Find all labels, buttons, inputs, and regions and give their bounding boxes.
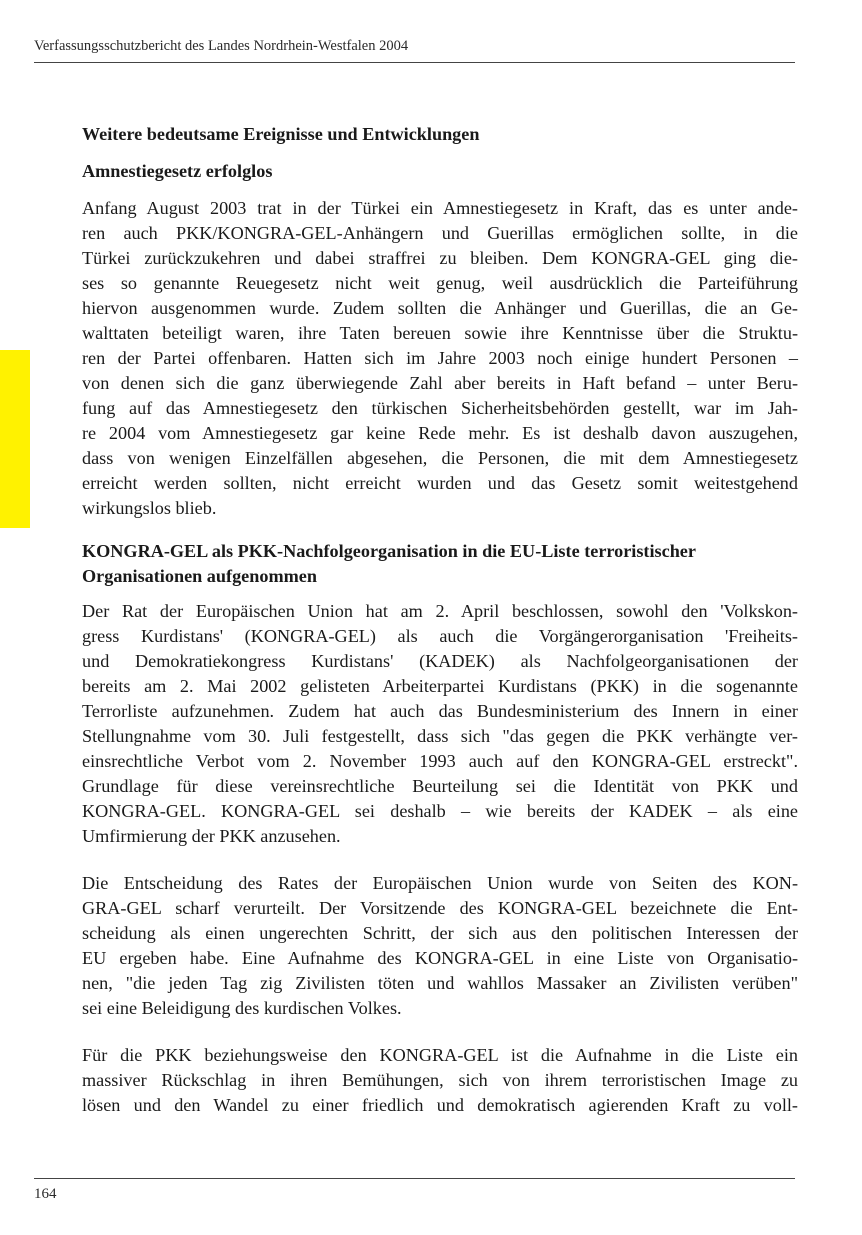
heading-line: Organisationen aufgenommen (82, 566, 317, 586)
text-line: wirkungslos blieb. (82, 498, 217, 518)
text-line: sei eine Beleidigung des kurdischen Volkes. (82, 998, 402, 1018)
heading-line: KONGRA-GEL als PKK-Nachfolgeorganisation in die EU-Liste terroristischer (82, 541, 696, 561)
text-line: Für die PKK beziehungsweise den KONGRA-GEL ist die Aufnahme in die Liste ein (82, 1045, 798, 1065)
text-line: ses so genannte Reuegesetz nicht weit genug, weil ausdrücklich die Parteiführung (82, 273, 798, 293)
text-line: einsrechtliche Verbot vom 2. November 1993 auch auf den KONGRA-GEL erstreckt". (82, 751, 798, 771)
page-number: 164 (34, 1186, 57, 1202)
eu-list-heading (82, 539, 798, 589)
text-line: EU ergeben habe. Eine Aufnahme des KONGRA-GEL in eine Liste von Organisatio- (82, 948, 798, 968)
text-line: hiervon ausgenommen wurde. Zudem sollten die Anhänger und Guerillas, die an Ge- (82, 298, 798, 318)
side-marker (0, 350, 30, 528)
text-line: und Demokratiekongress Kurdistans' (KADEK) als Nachfolgeorganisationen der (82, 651, 798, 671)
text-line: erreicht werden sollten, nicht erreicht wurden und das Gesetz somit weitestgehend (82, 473, 798, 493)
running-header: Verfassungsschutzbericht des Landes Nordrhein-Westfalen 2004 (34, 38, 409, 54)
text-line: scheidung als einen ungerechten Schritt, der sich aus den politischen Interessen der (82, 923, 798, 943)
section-title: Weitere bedeutsame Ereignisse und Entwicklungen (82, 124, 480, 144)
text-line: Umfirmierung der PKK anzusehen. (82, 826, 341, 846)
amnesty-heading: Amnestiegesetz erfolglos (82, 161, 273, 181)
text-line: re 2004 vom Amnestiegesetz gar keine Rede mehr. Es ist deshalb davon auszugehen, (82, 423, 798, 443)
eu-list-paragraph-1 (82, 599, 798, 849)
text-line: walttaten beteiligt waren, ihre Taten bereuen sowie ihre Kenntnisse über die Struktu- (82, 323, 798, 343)
text-line: dass von wenigen Einzelfällen abgesehen, die Personen, die mit dem Amnestiegesetz (82, 448, 798, 468)
text-line: ren der Partei offenbaren. Hatten sich im Jahre 2003 noch einige hundert Personen – (82, 348, 798, 368)
text-line: bereits am 2. Mai 2002 gelisteten Arbeiterpartei Kurdistans (PKK) in die sogenannte (82, 676, 798, 696)
eu-list-paragraph-3 (82, 1043, 798, 1118)
text-line: Anfang August 2003 trat in der Türkei ein Amnestiegesetz in Kraft, das es unter ande- (82, 198, 798, 218)
text-line: massiver Rückschlag in ihren Bemühungen, sich von ihrem terroristischen Image zu (82, 1070, 798, 1090)
text-line: Terrorliste aufzunehmen. Zudem hat auch das Bundesministerium des Innern in einer (82, 701, 798, 721)
footer-rule (34, 1178, 795, 1179)
text-line: gress Kurdistans' (KONGRA-GEL) als auch die Vorgängerorganisation 'Freiheits- (82, 626, 798, 646)
text-line: GRA-GEL scharf verurteilt. Der Vorsitzende des KONGRA-GEL bezeichnete die Ent- (82, 898, 798, 918)
text-line: ren auch PKK/KONGRA-GEL-Anhängern und Guerillas ermöglichen sollte, in die (82, 223, 798, 243)
text-line: Die Entscheidung des Rates der Europäischen Union wurde von Seiten des KON- (82, 873, 798, 893)
amnesty-paragraph (82, 196, 798, 521)
text-line: Türkei zurückzukehren und dabei straffrei zu bleiben. Dem KONGRA-GEL ging die- (82, 248, 798, 268)
text-line: Stellungnahme vom 30. Juli festgestellt, dass sich "das gegen die PKK verhängte ver- (82, 726, 798, 746)
page-content (82, 122, 798, 1118)
header-rule (34, 62, 795, 63)
text-line: nen, "die jeden Tag zig Zivilisten töten und wahllos Massaker an Zivilisten verüben" (82, 973, 798, 993)
text-line: Grundlage für diese vereinsrechtliche Beurteilung sei die Identität von PKK und (82, 776, 798, 796)
text-line: von denen sich die ganz überwiegende Zahl aber bereits in Haft befand – unter Beru- (82, 373, 798, 393)
eu-list-paragraph-2 (82, 871, 798, 1021)
text-line: fung auf das Amnestiegesetz den türkischen Sicherheitsbehörden gestellt, war im Jah- (82, 398, 798, 418)
text-line: Der Rat der Europäischen Union hat am 2. April beschlossen, sowohl den 'Volkskon- (82, 601, 798, 621)
text-line: lösen und den Wandel zu einer friedlich und demokratisch agierenden Kraft zu voll- (82, 1095, 798, 1115)
text-line: KONGRA-GEL. KONGRA-GEL sei deshalb – wie bereits der KADEK – als eine (82, 801, 798, 821)
